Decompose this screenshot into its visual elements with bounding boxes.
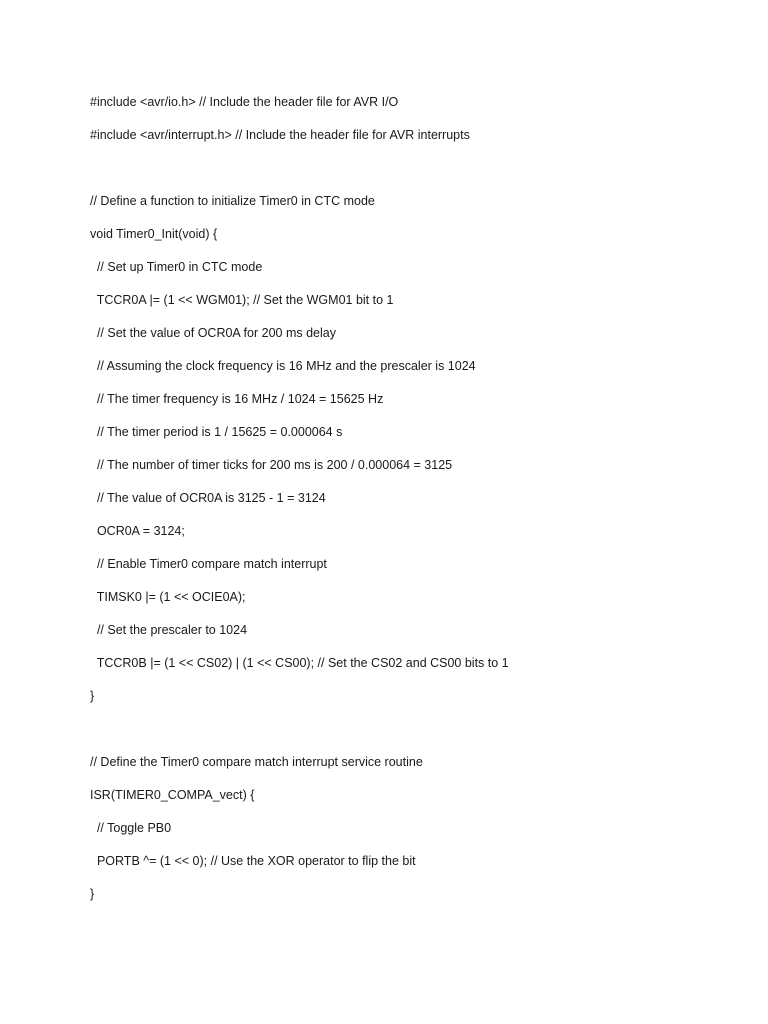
code-line: // Set the prescaler to 1024: [90, 623, 248, 637]
blank-line: [90, 719, 730, 752]
code-line: TCCR0A |= (1 << WGM01); // Set the WGM01 bit to 1: [90, 293, 394, 307]
code-line: // The value of OCR0A is 3125 - 1 = 3124: [90, 491, 326, 505]
code-line: // The timer frequency is 16 MHz / 1024 = 15625 Hz: [90, 392, 384, 406]
code-line: ISR(TIMER0_COMPA_vect) {: [90, 788, 255, 802]
code-line: }: [90, 887, 95, 901]
code-line: TCCR0B |= (1 << CS02) | (1 << CS00); // Set the CS02 and CS00 bits to 1: [90, 656, 509, 670]
code-line: // Define the Timer0 compare match interrupt service routine: [90, 755, 423, 769]
code-line: // Set the value of OCR0A for 200 ms delay: [90, 326, 336, 340]
code-line: #include <avr/interrupt.h> // Include the header file for AVR interrupts: [90, 128, 470, 142]
code-line: // Toggle PB0: [90, 821, 172, 835]
blank-line: [90, 158, 730, 191]
code-line: PORTB ^= (1 << 0); // Use the XOR operator to flip the bit: [90, 854, 416, 868]
code-line: // Set up Timer0 in CTC mode: [90, 260, 263, 274]
code-line: // The timer period is 1 / 15625 = 0.000064 s: [90, 425, 343, 439]
code-line: void Timer0_Init(void) {: [90, 227, 218, 241]
code-line: // Define a function to initialize Timer0 in CTC mode: [90, 194, 375, 208]
code-line: TIMSK0 |= (1 << OCIE0A);: [90, 590, 246, 604]
code-line: OCR0A = 3124;: [90, 524, 185, 538]
code-line: }: [90, 689, 95, 703]
code-line: // The number of timer ticks for 200 ms is 200 / 0.000064 = 3125: [90, 458, 453, 472]
code-line: #include <avr/io.h> // Include the header file for AVR I/O: [90, 95, 399, 109]
code-line: // Enable Timer0 compare match interrupt: [90, 557, 327, 571]
code-listing: [90, 92, 730, 917]
code-line: // Assuming the clock frequency is 16 MHz and the prescaler is 1024: [90, 359, 476, 373]
